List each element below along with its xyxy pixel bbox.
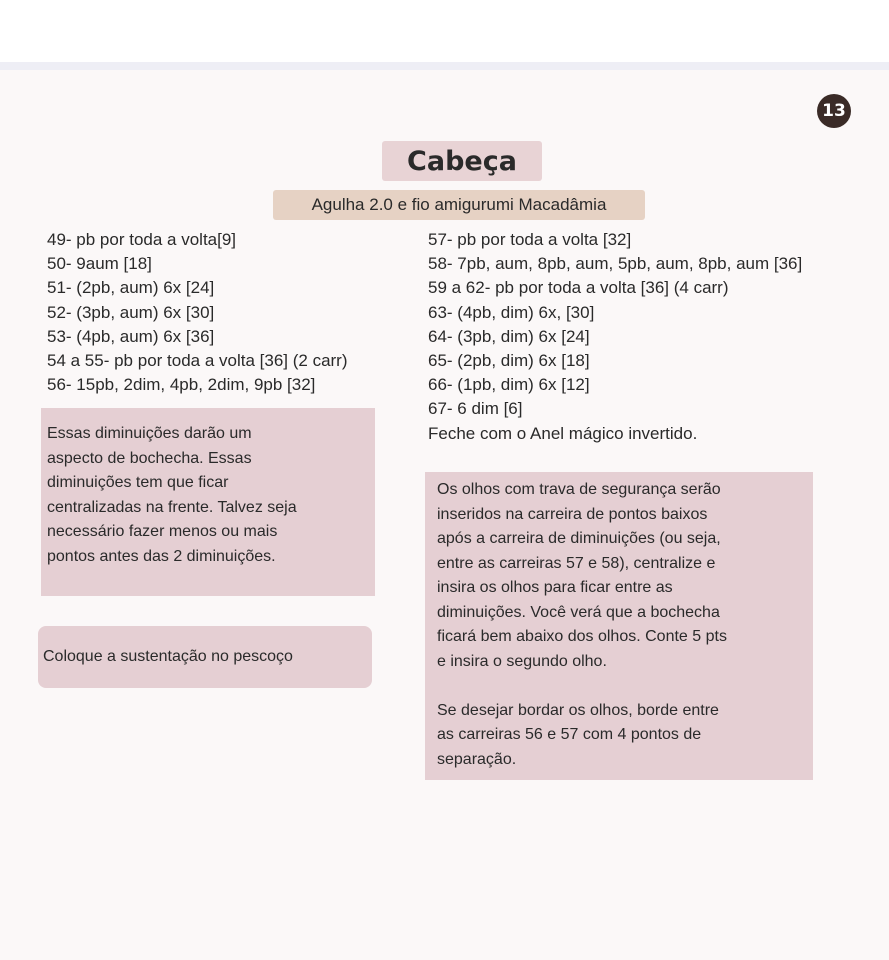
eyes-note-box	[425, 472, 813, 780]
materials-subtitle: Agulha 2.0 e fio amigurumi Macadâmia	[273, 190, 645, 220]
list-item: 49- pb por toda a volta[9]	[47, 230, 237, 249]
list-item: 57- pb por toda a volta [32]	[428, 230, 632, 249]
note-line: necessário fazer menos ou mais	[47, 523, 278, 540]
note-line: Se desejar bordar os olhos, borde entre	[437, 701, 719, 719]
note-line: pontos antes das 2 diminuições.	[47, 547, 276, 565]
list-item: 51- (2pb, aum) 6x [24]	[47, 278, 215, 298]
list-item: 50- 9aum [18]	[47, 254, 152, 274]
right-rows-list	[428, 228, 802, 446]
note-line: Coloque a sustentação no pescoço	[43, 647, 293, 665]
page-title: Cabeça	[382, 141, 542, 181]
note-line: diminuições. Você verá que a bochecha	[437, 603, 720, 621]
note-line: inseridos na carreira de pontos baixos	[437, 505, 708, 523]
left-rows-list	[47, 228, 348, 397]
list-item: 56- 15pb, 2dim, 4pb, 2dim, 9pb [32]	[47, 375, 316, 395]
note-line: Essas diminuições darão um	[47, 425, 252, 442]
note-line: insira os olhos para ficar entre as	[437, 579, 673, 596]
note-line: as carreiras 56 e 57 com 4 pontos de	[437, 726, 702, 743]
note-line: ficará bem abaixo dos olhos. Conte 5 pts	[437, 628, 727, 645]
list-item: 64- (3pb, dim) 6x [24]	[428, 326, 590, 346]
list-item: 54 a 55- pb por toda a volta [36] (2 carr)	[47, 350, 348, 370]
list-item: 67- 6 dim [6]	[428, 399, 523, 419]
list-item: 66- (1pb, dim) 6x [12]	[428, 375, 590, 395]
list-item: 58- 7pb, aum, 8pb, aum, 5pb, aum, 8pb, aum [36]	[428, 254, 803, 274]
neck-note-box	[38, 626, 372, 688]
top-divider	[0, 62, 889, 70]
finish-instruction: Feche com o Anel mágico invertido.	[428, 423, 698, 443]
note-line: entre as carreiras 57 e 58), centralize e	[437, 554, 716, 572]
note-spacer	[437, 674, 813, 699]
list-item: 65- (2pb, dim) 6x [18]	[428, 350, 590, 370]
note-line: Os olhos com trava de segurança serão	[437, 481, 721, 498]
note-line: separação.	[437, 750, 517, 768]
note-line: centralizadas na frente. Talvez seja	[47, 498, 297, 516]
list-item: 52- (3pb, aum) 6x [30]	[47, 302, 215, 322]
note-line: diminuições tem que ficar	[47, 474, 229, 491]
note-line: após a carreira de diminuições (ou seja,	[437, 530, 721, 547]
page-number-badge: 13	[817, 94, 851, 128]
note-line: aspecto de bochecha. Essas	[47, 449, 252, 467]
list-item: 59 a 62- pb por toda a volta [36] (4 carr)	[428, 278, 729, 298]
list-item: 63- (4pb, dim) 6x, [30]	[428, 302, 595, 322]
note-line: e insira o segundo olho.	[437, 652, 607, 670]
list-item: 53- (4pb, aum) 6x [36]	[47, 326, 215, 346]
top-strip	[0, 0, 889, 62]
cheek-note-box	[41, 408, 375, 596]
